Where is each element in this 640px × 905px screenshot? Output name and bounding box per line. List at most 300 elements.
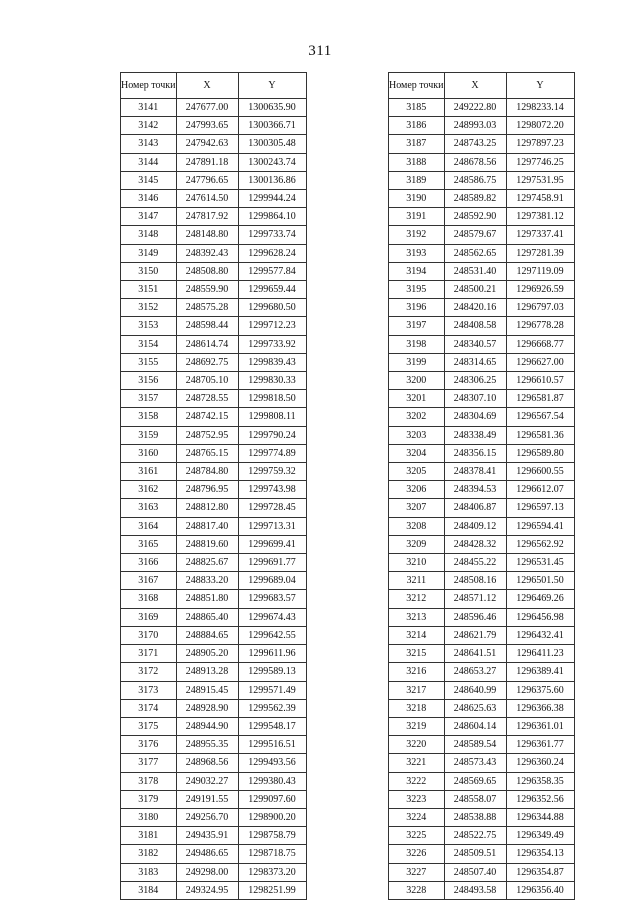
y-cell: 1296797.03 bbox=[506, 299, 574, 317]
point-number-cell: 3190 bbox=[389, 190, 445, 208]
table-row bbox=[121, 681, 307, 699]
x-cell: 248569.65 bbox=[444, 772, 506, 790]
x-cell: 248378.41 bbox=[444, 463, 506, 481]
point-number-cell: 3176 bbox=[121, 736, 177, 754]
y-cell: 1299628.24 bbox=[238, 244, 306, 262]
point-number-cell: 3157 bbox=[121, 390, 177, 408]
table-row bbox=[121, 299, 307, 317]
table-row bbox=[121, 772, 307, 790]
x-cell: 248944.90 bbox=[176, 717, 238, 735]
y-cell: 1299830.33 bbox=[238, 372, 306, 390]
y-cell: 1297281.39 bbox=[506, 244, 574, 262]
x-cell: 248571.12 bbox=[444, 590, 506, 608]
y-cell: 1297897.23 bbox=[506, 135, 574, 153]
y-cell: 1299689.04 bbox=[238, 572, 306, 590]
point-number-cell: 3170 bbox=[121, 626, 177, 644]
point-number-cell: 3171 bbox=[121, 645, 177, 663]
point-number-cell: 3164 bbox=[121, 517, 177, 535]
table-row bbox=[389, 808, 575, 826]
y-cell: 1299839.43 bbox=[238, 353, 306, 371]
point-number-cell: 3159 bbox=[121, 426, 177, 444]
y-cell: 1296344.88 bbox=[506, 808, 574, 826]
coordinates-table-left bbox=[120, 72, 307, 900]
table-row bbox=[389, 572, 575, 590]
point-number-cell: 3186 bbox=[389, 117, 445, 135]
y-cell: 1299577.84 bbox=[238, 262, 306, 280]
x-cell: 248356.15 bbox=[444, 444, 506, 462]
point-number-cell: 3182 bbox=[121, 845, 177, 863]
x-cell: 248538.88 bbox=[444, 808, 506, 826]
table-row bbox=[121, 590, 307, 608]
x-cell: 248508.80 bbox=[176, 262, 238, 280]
point-number-cell: 3161 bbox=[121, 463, 177, 481]
table-row bbox=[389, 608, 575, 626]
x-cell: 247796.65 bbox=[176, 171, 238, 189]
x-cell: 248621.79 bbox=[444, 626, 506, 644]
y-cell: 1296562.92 bbox=[506, 535, 574, 553]
x-cell: 248586.75 bbox=[444, 171, 506, 189]
y-cell: 1296361.77 bbox=[506, 736, 574, 754]
y-cell: 1296411.23 bbox=[506, 645, 574, 663]
y-cell: 1296610.57 bbox=[506, 372, 574, 390]
y-cell: 1296354.13 bbox=[506, 845, 574, 863]
x-cell: 248314.65 bbox=[444, 353, 506, 371]
table-row bbox=[389, 881, 575, 899]
point-number-cell: 3191 bbox=[389, 208, 445, 226]
table-row bbox=[121, 317, 307, 335]
x-cell: 248819.60 bbox=[176, 535, 238, 553]
point-number-cell: 3218 bbox=[389, 699, 445, 717]
table-row bbox=[389, 99, 575, 117]
x-cell: 248915.45 bbox=[176, 681, 238, 699]
table-row bbox=[389, 499, 575, 517]
x-cell: 248589.54 bbox=[444, 736, 506, 754]
table-row bbox=[121, 790, 307, 808]
point-number-cell: 3201 bbox=[389, 390, 445, 408]
table-row bbox=[389, 153, 575, 171]
x-cell: 248604.14 bbox=[444, 717, 506, 735]
header-point-number: Номер точки bbox=[121, 73, 177, 99]
x-cell: 248589.82 bbox=[444, 190, 506, 208]
y-cell: 1296356.40 bbox=[506, 881, 574, 899]
table-row bbox=[389, 754, 575, 772]
y-cell: 1297119.09 bbox=[506, 262, 574, 280]
table-row bbox=[389, 772, 575, 790]
x-cell: 248493.58 bbox=[444, 881, 506, 899]
y-cell: 1297381.12 bbox=[506, 208, 574, 226]
point-number-cell: 3216 bbox=[389, 663, 445, 681]
table-row bbox=[389, 190, 575, 208]
table-row bbox=[389, 117, 575, 135]
x-cell: 248531.40 bbox=[444, 262, 506, 280]
table-row bbox=[389, 663, 575, 681]
x-cell: 248509.51 bbox=[444, 845, 506, 863]
point-number-cell: 3172 bbox=[121, 663, 177, 681]
point-number-cell: 3210 bbox=[389, 554, 445, 572]
point-number-cell: 3145 bbox=[121, 171, 177, 189]
y-cell: 1298718.75 bbox=[238, 845, 306, 863]
x-cell: 247614.50 bbox=[176, 190, 238, 208]
point-number-cell: 3187 bbox=[389, 135, 445, 153]
y-cell: 1296389.41 bbox=[506, 663, 574, 681]
y-cell: 1299699.41 bbox=[238, 535, 306, 553]
x-cell: 248428.32 bbox=[444, 535, 506, 553]
x-cell: 248625.63 bbox=[444, 699, 506, 717]
y-cell: 1299713.31 bbox=[238, 517, 306, 535]
table-row bbox=[121, 281, 307, 299]
point-number-cell: 3184 bbox=[121, 881, 177, 899]
y-cell: 1299691.77 bbox=[238, 554, 306, 572]
x-cell: 248865.40 bbox=[176, 608, 238, 626]
x-cell: 248573.43 bbox=[444, 754, 506, 772]
table-row bbox=[121, 353, 307, 371]
point-number-cell: 3208 bbox=[389, 517, 445, 535]
table-row bbox=[121, 226, 307, 244]
point-number-cell: 3147 bbox=[121, 208, 177, 226]
point-number-cell: 3224 bbox=[389, 808, 445, 826]
table-row bbox=[121, 845, 307, 863]
y-cell: 1299380.43 bbox=[238, 772, 306, 790]
y-cell: 1296668.77 bbox=[506, 335, 574, 353]
table-row bbox=[121, 426, 307, 444]
y-cell: 1299493.56 bbox=[238, 754, 306, 772]
table-row bbox=[389, 372, 575, 390]
point-number-cell: 3175 bbox=[121, 717, 177, 735]
point-number-cell: 3227 bbox=[389, 863, 445, 881]
table-row bbox=[121, 99, 307, 117]
table-row bbox=[389, 335, 575, 353]
point-number-cell: 3169 bbox=[121, 608, 177, 626]
table-row bbox=[389, 463, 575, 481]
table-row bbox=[389, 281, 575, 299]
x-cell: 248993.03 bbox=[444, 117, 506, 135]
point-number-cell: 3174 bbox=[121, 699, 177, 717]
point-number-cell: 3215 bbox=[389, 645, 445, 663]
table-row bbox=[121, 663, 307, 681]
point-number-cell: 3204 bbox=[389, 444, 445, 462]
x-cell: 248968.56 bbox=[176, 754, 238, 772]
table-row bbox=[389, 353, 575, 371]
table-row bbox=[389, 554, 575, 572]
header-x: X bbox=[444, 73, 506, 99]
x-cell: 247817.92 bbox=[176, 208, 238, 226]
x-cell: 248592.90 bbox=[444, 208, 506, 226]
x-cell: 248752.95 bbox=[176, 426, 238, 444]
x-cell: 248928.90 bbox=[176, 699, 238, 717]
point-number-cell: 3158 bbox=[121, 408, 177, 426]
y-cell: 1300305.48 bbox=[238, 135, 306, 153]
table-row bbox=[121, 554, 307, 572]
x-cell: 248913.28 bbox=[176, 663, 238, 681]
y-cell: 1296627.00 bbox=[506, 353, 574, 371]
y-cell: 1296375.60 bbox=[506, 681, 574, 699]
y-cell: 1297458.91 bbox=[506, 190, 574, 208]
y-cell: 1299712.23 bbox=[238, 317, 306, 335]
y-cell: 1296581.87 bbox=[506, 390, 574, 408]
x-cell: 248705.10 bbox=[176, 372, 238, 390]
point-number-cell: 3228 bbox=[389, 881, 445, 899]
table-row bbox=[121, 881, 307, 899]
x-cell: 248653.27 bbox=[444, 663, 506, 681]
y-cell: 1300366.71 bbox=[238, 117, 306, 135]
point-number-cell: 3192 bbox=[389, 226, 445, 244]
x-cell: 248408.58 bbox=[444, 317, 506, 335]
table-row bbox=[121, 699, 307, 717]
x-cell: 248575.28 bbox=[176, 299, 238, 317]
point-number-cell: 3197 bbox=[389, 317, 445, 335]
table-row bbox=[121, 408, 307, 426]
x-cell: 248678.56 bbox=[444, 153, 506, 171]
x-cell: 248306.25 bbox=[444, 372, 506, 390]
y-cell: 1300635.90 bbox=[238, 99, 306, 117]
point-number-cell: 3143 bbox=[121, 135, 177, 153]
point-number-cell: 3156 bbox=[121, 372, 177, 390]
y-cell: 1299548.17 bbox=[238, 717, 306, 735]
header-x: X bbox=[176, 73, 238, 99]
point-number-cell: 3206 bbox=[389, 481, 445, 499]
x-cell: 248406.87 bbox=[444, 499, 506, 517]
y-cell: 1299743.98 bbox=[238, 481, 306, 499]
y-cell: 1299683.57 bbox=[238, 590, 306, 608]
table-row bbox=[389, 244, 575, 262]
x-cell: 248833.20 bbox=[176, 572, 238, 590]
point-number-cell: 3150 bbox=[121, 262, 177, 280]
table-row bbox=[121, 262, 307, 280]
point-number-cell: 3200 bbox=[389, 372, 445, 390]
x-cell: 248307.10 bbox=[444, 390, 506, 408]
x-cell: 249486.65 bbox=[176, 845, 238, 863]
x-cell: 249032.27 bbox=[176, 772, 238, 790]
point-number-cell: 3194 bbox=[389, 262, 445, 280]
y-cell: 1299774.89 bbox=[238, 444, 306, 462]
table-row bbox=[121, 736, 307, 754]
point-number-cell: 3148 bbox=[121, 226, 177, 244]
table-row bbox=[389, 299, 575, 317]
table-row bbox=[121, 827, 307, 845]
x-cell: 248905.20 bbox=[176, 645, 238, 663]
y-cell: 1296531.45 bbox=[506, 554, 574, 572]
table-row bbox=[121, 481, 307, 499]
y-cell: 1299674.43 bbox=[238, 608, 306, 626]
x-cell: 248742.15 bbox=[176, 408, 238, 426]
table-row bbox=[121, 190, 307, 208]
point-number-cell: 3177 bbox=[121, 754, 177, 772]
y-cell: 1296594.41 bbox=[506, 517, 574, 535]
y-cell: 1296352.56 bbox=[506, 790, 574, 808]
table-row bbox=[121, 808, 307, 826]
table-row bbox=[389, 317, 575, 335]
x-cell: 248641.51 bbox=[444, 645, 506, 663]
x-cell: 248338.49 bbox=[444, 426, 506, 444]
point-number-cell: 3220 bbox=[389, 736, 445, 754]
point-number-cell: 3144 bbox=[121, 153, 177, 171]
y-cell: 1296360.24 bbox=[506, 754, 574, 772]
y-cell: 1296469.26 bbox=[506, 590, 574, 608]
table-row bbox=[121, 535, 307, 553]
x-cell: 248955.35 bbox=[176, 736, 238, 754]
point-number-cell: 3202 bbox=[389, 408, 445, 426]
point-number-cell: 3193 bbox=[389, 244, 445, 262]
point-number-cell: 3151 bbox=[121, 281, 177, 299]
point-number-cell: 3168 bbox=[121, 590, 177, 608]
point-number-cell: 3223 bbox=[389, 790, 445, 808]
y-cell: 1298758.79 bbox=[238, 827, 306, 845]
x-cell: 247891.18 bbox=[176, 153, 238, 171]
table-row bbox=[389, 135, 575, 153]
y-cell: 1300136.86 bbox=[238, 171, 306, 189]
table-row bbox=[389, 717, 575, 735]
y-cell: 1299728.45 bbox=[238, 499, 306, 517]
point-number-cell: 3209 bbox=[389, 535, 445, 553]
x-cell: 248500.21 bbox=[444, 281, 506, 299]
point-number-cell: 3211 bbox=[389, 572, 445, 590]
point-number-cell: 3221 bbox=[389, 754, 445, 772]
y-cell: 1299097.60 bbox=[238, 790, 306, 808]
coordinates-table-right bbox=[388, 72, 575, 900]
y-cell: 1298072.20 bbox=[506, 117, 574, 135]
table-row bbox=[121, 463, 307, 481]
y-cell: 1299759.32 bbox=[238, 463, 306, 481]
y-cell: 1296501.50 bbox=[506, 572, 574, 590]
table-row bbox=[121, 444, 307, 462]
table-row bbox=[389, 390, 575, 408]
y-cell: 1298900.20 bbox=[238, 808, 306, 826]
y-cell: 1296926.59 bbox=[506, 281, 574, 299]
table-row bbox=[121, 335, 307, 353]
point-number-cell: 3178 bbox=[121, 772, 177, 790]
y-cell: 1296358.35 bbox=[506, 772, 574, 790]
x-cell: 248614.74 bbox=[176, 335, 238, 353]
table-row bbox=[389, 408, 575, 426]
table-row bbox=[121, 244, 307, 262]
header-point-number: Номер точки bbox=[389, 73, 445, 99]
point-number-cell: 3162 bbox=[121, 481, 177, 499]
table-row bbox=[389, 590, 575, 608]
y-cell: 1296349.49 bbox=[506, 827, 574, 845]
y-cell: 1296361.01 bbox=[506, 717, 574, 735]
x-cell: 248640.99 bbox=[444, 681, 506, 699]
y-cell: 1299571.49 bbox=[238, 681, 306, 699]
point-number-cell: 3203 bbox=[389, 426, 445, 444]
y-cell: 1299562.39 bbox=[238, 699, 306, 717]
x-cell: 248598.44 bbox=[176, 317, 238, 335]
point-number-cell: 3146 bbox=[121, 190, 177, 208]
point-number-cell: 3153 bbox=[121, 317, 177, 335]
table-row bbox=[121, 517, 307, 535]
y-cell: 1299589.13 bbox=[238, 663, 306, 681]
point-number-cell: 3152 bbox=[121, 299, 177, 317]
y-cell: 1300243.74 bbox=[238, 153, 306, 171]
y-cell: 1299680.50 bbox=[238, 299, 306, 317]
table-row bbox=[389, 262, 575, 280]
table-row bbox=[121, 390, 307, 408]
table-row bbox=[389, 827, 575, 845]
y-cell: 1296600.55 bbox=[506, 463, 574, 481]
y-cell: 1298233.14 bbox=[506, 99, 574, 117]
point-number-cell: 3155 bbox=[121, 353, 177, 371]
table-row bbox=[121, 171, 307, 189]
point-number-cell: 3198 bbox=[389, 335, 445, 353]
table-row bbox=[121, 863, 307, 881]
point-number-cell: 3189 bbox=[389, 171, 445, 189]
point-number-cell: 3207 bbox=[389, 499, 445, 517]
point-number-cell: 3225 bbox=[389, 827, 445, 845]
point-number-cell: 3212 bbox=[389, 590, 445, 608]
x-cell: 248825.67 bbox=[176, 554, 238, 572]
table-row bbox=[121, 153, 307, 171]
point-number-cell: 3160 bbox=[121, 444, 177, 462]
y-cell: 1298373.20 bbox=[238, 863, 306, 881]
x-cell: 248728.55 bbox=[176, 390, 238, 408]
point-number-cell: 3163 bbox=[121, 499, 177, 517]
table-row bbox=[389, 790, 575, 808]
table-row bbox=[121, 117, 307, 135]
point-number-cell: 3166 bbox=[121, 554, 177, 572]
table-row bbox=[389, 444, 575, 462]
y-cell: 1299733.92 bbox=[238, 335, 306, 353]
x-cell: 248409.12 bbox=[444, 517, 506, 535]
point-number-cell: 3195 bbox=[389, 281, 445, 299]
table-row bbox=[389, 226, 575, 244]
y-cell: 1299516.51 bbox=[238, 736, 306, 754]
table-row bbox=[389, 171, 575, 189]
y-cell: 1296456.98 bbox=[506, 608, 574, 626]
header-y: Y bbox=[506, 73, 574, 99]
point-number-cell: 3188 bbox=[389, 153, 445, 171]
table-row bbox=[389, 426, 575, 444]
x-cell: 248743.25 bbox=[444, 135, 506, 153]
x-cell: 249298.00 bbox=[176, 863, 238, 881]
x-cell: 248884.65 bbox=[176, 626, 238, 644]
point-number-cell: 3154 bbox=[121, 335, 177, 353]
point-number-cell: 3141 bbox=[121, 99, 177, 117]
point-number-cell: 3179 bbox=[121, 790, 177, 808]
y-cell: 1296567.54 bbox=[506, 408, 574, 426]
y-cell: 1297337.41 bbox=[506, 226, 574, 244]
point-number-cell: 3149 bbox=[121, 244, 177, 262]
y-cell: 1296589.80 bbox=[506, 444, 574, 462]
x-cell: 248455.22 bbox=[444, 554, 506, 572]
x-cell: 248507.40 bbox=[444, 863, 506, 881]
table-row bbox=[389, 626, 575, 644]
y-cell: 1299818.50 bbox=[238, 390, 306, 408]
x-cell: 248817.40 bbox=[176, 517, 238, 535]
y-cell: 1299864.10 bbox=[238, 208, 306, 226]
x-cell: 249435.91 bbox=[176, 827, 238, 845]
x-cell: 248784.80 bbox=[176, 463, 238, 481]
point-number-cell: 3167 bbox=[121, 572, 177, 590]
point-number-cell: 3142 bbox=[121, 117, 177, 135]
y-cell: 1296366.38 bbox=[506, 699, 574, 717]
y-cell: 1299733.74 bbox=[238, 226, 306, 244]
x-cell: 248851.80 bbox=[176, 590, 238, 608]
page-number: 311 bbox=[308, 43, 332, 59]
y-cell: 1296778.28 bbox=[506, 317, 574, 335]
point-number-cell: 3196 bbox=[389, 299, 445, 317]
table-row bbox=[121, 135, 307, 153]
y-cell: 1299642.55 bbox=[238, 626, 306, 644]
table-header-row bbox=[121, 73, 307, 99]
x-cell: 247942.63 bbox=[176, 135, 238, 153]
y-cell: 1297746.25 bbox=[506, 153, 574, 171]
table-header-row bbox=[389, 73, 575, 99]
y-cell: 1299808.11 bbox=[238, 408, 306, 426]
y-cell: 1299790.24 bbox=[238, 426, 306, 444]
point-number-cell: 3205 bbox=[389, 463, 445, 481]
point-number-cell: 3183 bbox=[121, 863, 177, 881]
y-cell: 1296581.36 bbox=[506, 426, 574, 444]
x-cell: 248558.07 bbox=[444, 790, 506, 808]
